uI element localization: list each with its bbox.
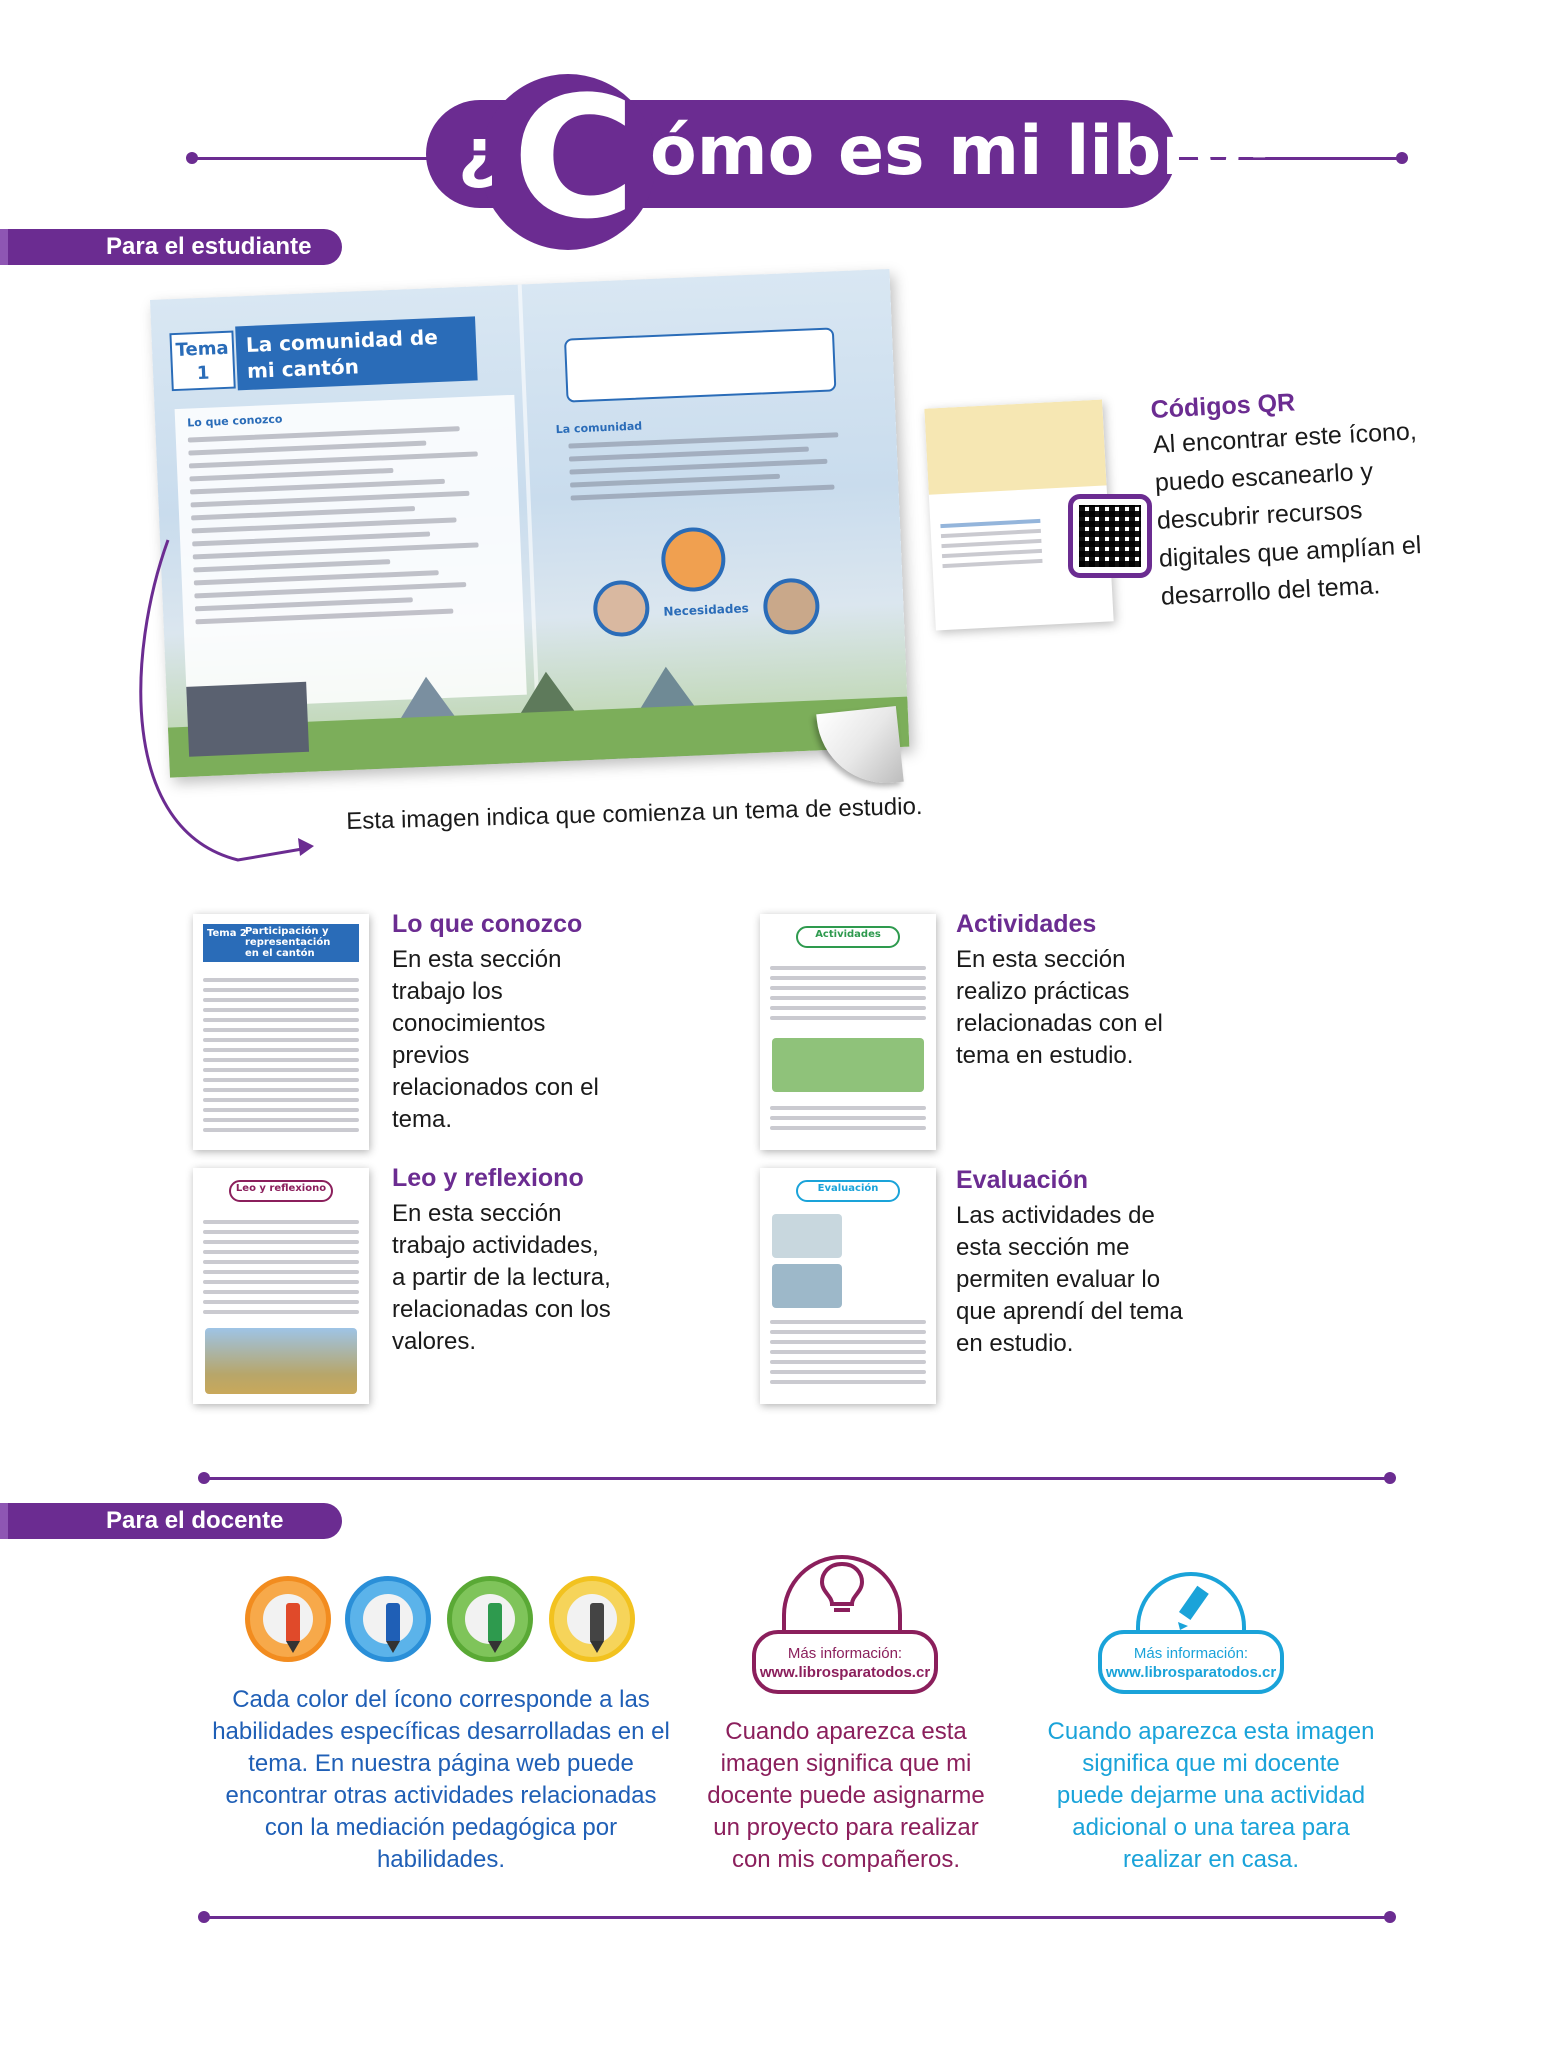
thumb-tema: Tema 2	[207, 928, 247, 939]
cloud-info-label: Más información:	[787, 1645, 903, 1662]
qr-description: Al encontrar este ícono, puedo escanearlo y descubrir recursos digitales que amplían el desarrollo del tema.	[1152, 417, 1423, 611]
title-prefix: ¿	[458, 114, 497, 191]
evaluacion-text: Las actividades de esta sección me permiten evaluar lo que aprendí del tema en estudio.	[956, 1202, 1183, 1357]
thumb-evaluacion	[760, 1168, 936, 1404]
bottom-dot-left	[198, 1911, 210, 1923]
page-title: ómo es mi libro?	[650, 112, 1282, 191]
tema-tag	[169, 331, 235, 392]
teacher-section-tab: Para el docente	[0, 1503, 342, 1539]
thumb-title: Actividades	[815, 929, 881, 940]
lightbulb-pencil-icon-orange	[245, 1576, 331, 1662]
spread-drawing-box	[564, 327, 836, 402]
leo-y-reflexiono-title: Leo y reflexiono	[392, 1164, 584, 1192]
spread-right-heading: La comunidad	[555, 419, 643, 437]
health-circle-image	[592, 579, 650, 637]
thumb-actividades	[760, 914, 936, 1150]
bulbs-explanation: Cada color del ícono corresponde a las habilidades específicas desarrolladas en el tema. En nuestra página web puede encontrar otras actividades relacionadas con la mediación pedagógica por habilidades.	[212, 1686, 670, 1873]
title-rule-dot-left	[186, 152, 198, 164]
cloud-info-label: Más información:	[1133, 1645, 1249, 1662]
cloud-link: www.librosparatodos.cr	[1105, 1664, 1277, 1681]
needs-label: Necesidades	[663, 601, 749, 619]
tema-number: 1	[196, 362, 210, 385]
spread-right-text	[556, 411, 859, 509]
project-info-cloud	[752, 1630, 938, 1694]
home-explanation: Cuando aparezca esta imagen significa que mi docente puede dejarme una actividad adicional o una tarea para realizar en casa.	[1047, 1718, 1375, 1873]
qr-title: Códigos QR	[1150, 388, 1296, 424]
pencil-icon-glyph	[1166, 1582, 1216, 1632]
thumb-leo-y-reflexiono	[193, 1168, 369, 1404]
spread-caption: Esta imagen indica que comienza un tema de estudio.	[346, 792, 923, 835]
leo-y-reflexiono-text: En esta sección trabajo actividades, a partir de la lectura, relacionadas con los valores.	[392, 1200, 611, 1355]
lightbulb-pencil-icon-yellow	[549, 1576, 635, 1662]
lightbulb-pencil-icon-blue	[345, 1576, 431, 1662]
tema-label: Tema	[175, 337, 230, 361]
qr-code-icon	[1068, 494, 1152, 578]
curved-arrow-icon	[118, 530, 328, 880]
thumb-image	[205, 1328, 357, 1394]
divider-dot-right	[1384, 1472, 1396, 1484]
lightbulb-icon-glyph	[816, 1560, 868, 1620]
tema-title: La comunidad de mi cantón	[235, 316, 477, 390]
thumb-lo-que-conozco	[193, 914, 369, 1150]
page-curl	[816, 706, 904, 790]
lo-que-conozco-title: Lo que conozco	[392, 910, 583, 938]
cloud-link: www.librosparatodos.cr	[759, 1664, 931, 1681]
section-divider	[204, 1477, 1388, 1480]
evaluacion-title: Evaluación	[956, 1166, 1088, 1194]
title-rule-left	[190, 157, 440, 160]
water-circle-image	[762, 577, 820, 635]
thumb-image	[772, 1264, 842, 1308]
thumb-title: Participación y representación en el cantón	[245, 926, 331, 959]
divider-dot-left	[198, 1472, 210, 1484]
thumb-image	[772, 1038, 924, 1092]
project-explanation: Cuando aparezca esta imagen significa que mi docente puede asignarme un proyecto para realizar con mis compañeros.	[707, 1718, 985, 1873]
bottom-dot-right	[1384, 1911, 1396, 1923]
home-info-cloud	[1098, 1630, 1284, 1694]
thumb-image	[772, 1214, 842, 1258]
lightbulb-pencil-icon-green	[447, 1576, 533, 1662]
actividades-text: En esta sección realizo prácticas relacionadas con el tema en estudio.	[956, 946, 1163, 1069]
thumb-title: Evaluación	[817, 1183, 879, 1194]
energy-circle-image	[660, 526, 727, 593]
actividades-title: Actividades	[956, 910, 1097, 938]
bottom-divider	[204, 1916, 1388, 1919]
qr-sample-illustration	[924, 399, 1106, 494]
student-section-tab: Para el estudiante	[0, 229, 342, 265]
title-rule-dot-right	[1396, 152, 1408, 164]
title-big-letter: C	[512, 60, 636, 256]
spread-section-label: Lo que conozco	[186, 412, 283, 430]
lo-que-conozco-text: En esta sección trabajo los conocimientos previos relacionados con el tema.	[392, 946, 599, 1133]
thumb-title: Leo y reflexiono	[235, 1183, 327, 1194]
